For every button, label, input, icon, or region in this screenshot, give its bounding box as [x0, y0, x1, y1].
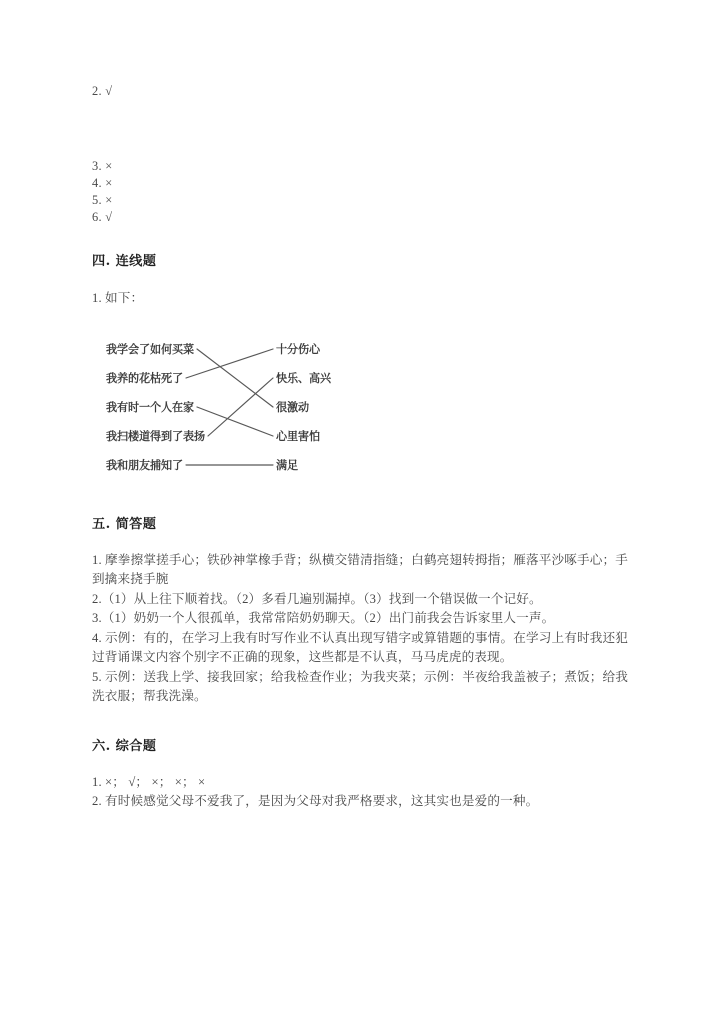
answer-line: 2. √: [92, 84, 113, 98]
vertical-gap: [92, 100, 628, 158]
matching-right-item[interactable]: 满足: [276, 458, 298, 472]
matching-diagram: [106, 337, 386, 477]
matching-left-item[interactable]: 我和朋友捕知了: [106, 458, 183, 472]
matching-left-item[interactable]: 我有时一个人在家: [106, 400, 194, 414]
matching-left-item[interactable]: 我养的花枯死了: [106, 371, 183, 385]
section-heading-4: 四. 连线题: [92, 254, 157, 269]
matching-right-item[interactable]: 十分伤心: [276, 342, 320, 356]
section-6-answer: 1. ×； √； ×； ×； ×: [92, 774, 206, 789]
section-5-answer: 3.（1）奶奶一个人很孤单，我常常陪奶奶聊天。（2）出门前我会告诉家里人一声。: [92, 611, 555, 625]
matching-right-column: [276, 337, 394, 477]
answer-line: 3. ×: [92, 159, 113, 173]
section-5-answer: 4. 示例：有的，在学习上我有时写作业不认真出现写错字或算错题的事情。在学习上有时我还犯过背诵课文内容个别字不正确的现象，这些都是不认真，马马虎虎的表现。: [92, 630, 628, 664]
matching-left-item[interactable]: 我学会了如何买菜: [106, 342, 194, 356]
section-5-answer: 5. 示例：送我上学、接我回家；给我检查作业；为我夹菜；示例：半夜给我盖被子；煮饭；给我洗衣服；帮我洗澡。: [92, 669, 628, 703]
answer-line: 5. ×: [92, 193, 113, 207]
section-5-answer: 1. 摩拳擦掌搓手心；铁砂神掌橡手背；纵横交错清指缝；白鹤亮翅转拇指；雁落平沙啄手心；手到擒来挠手腕: [92, 552, 628, 586]
matching-right-item[interactable]: 很激动: [276, 400, 309, 414]
answer-line: 6. √: [92, 210, 113, 224]
section-heading-6: 六. 综合题: [92, 738, 157, 754]
matching-right-item[interactable]: 快乐、高兴: [276, 371, 331, 385]
section-heading-5: 五. 简答题: [92, 516, 157, 532]
matching-left-item[interactable]: 我扫楼道得到了表扬: [106, 429, 205, 443]
answer-group-after-gap: [92, 158, 628, 226]
answer-line: 4. ×: [92, 176, 113, 190]
section-6-answer: 2. 有时候感觉父母不爱我了，是因为父母对我严格要求，这其实也是爱的一种。: [92, 793, 539, 808]
section-5-answer: 2.（1）从上往下顺着找。（2）多看几遍别漏掉。（3）找到一个错误做一个记好。: [92, 591, 542, 606]
section-4-intro: 1. 如下：: [92, 291, 144, 305]
matching-right-item[interactable]: 心里害怕: [276, 429, 320, 443]
answer-group-before-gap: [92, 83, 628, 100]
matching-left-column: [106, 337, 224, 477]
